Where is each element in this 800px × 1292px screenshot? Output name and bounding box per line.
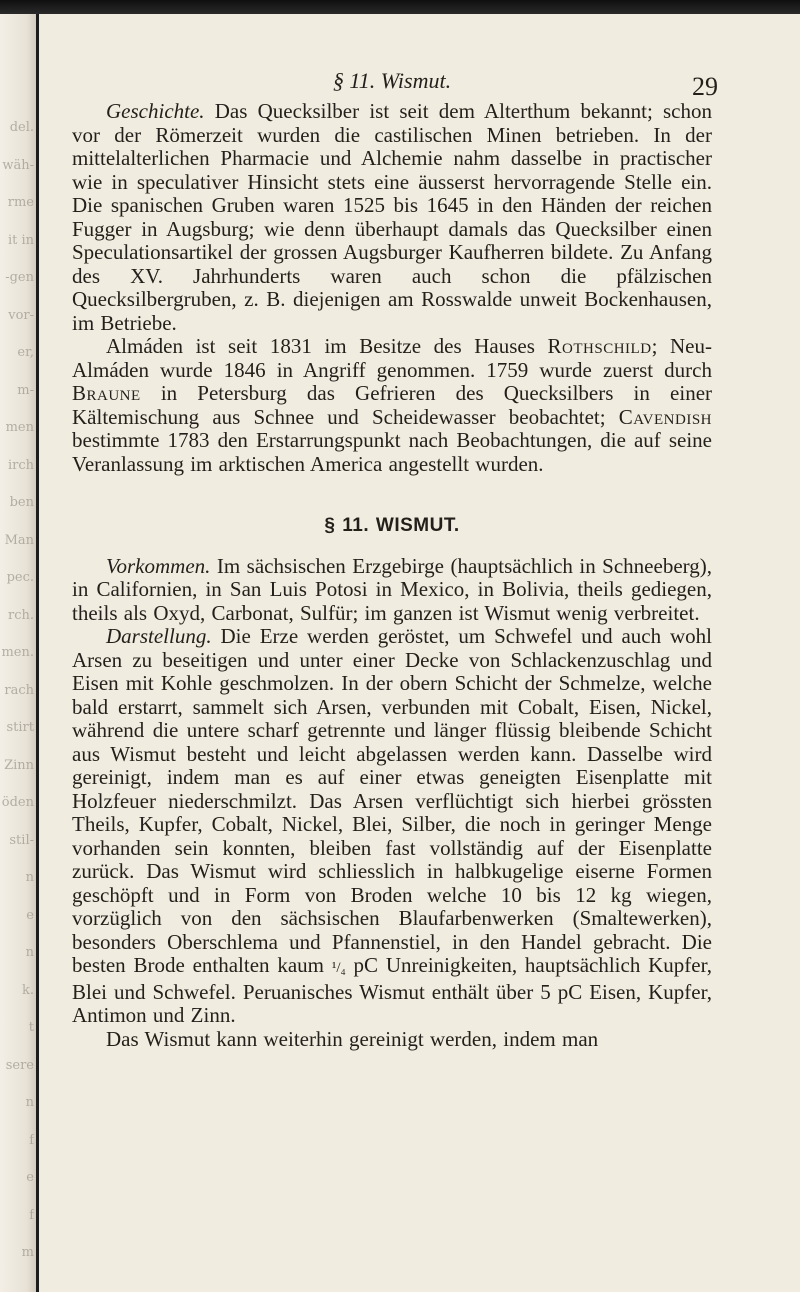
gutter-fragment: wäh- xyxy=(2,157,34,173)
paragraph-vorkommen xyxy=(72,555,712,626)
gutter-fragment: m xyxy=(21,1245,34,1260)
paragraph-text: pC Unreinigkeiten, hauptsächlich Kupfer, Blei und Schwefel. Peruanisches Wismut enthält über 5 pC Eisen, Kupfer, Antimon und Zinn. xyxy=(72,953,713,1027)
gutter-fragment: f xyxy=(29,1207,34,1223)
paragraph-text: Almáden ist seit 1831 im Besitze des Hauses xyxy=(106,334,535,358)
running-head xyxy=(72,60,718,101)
paragraph-lead: Vorkommen. xyxy=(106,553,211,578)
gutter-fragment: men. xyxy=(1,645,34,660)
paragraph-text: Das Wismut kann weiterhin gereinigt werden, indem man xyxy=(106,1026,599,1051)
paragraph-geschichte xyxy=(72,100,712,335)
gutter-fragment: n xyxy=(25,1095,34,1110)
paragraph-text: Die Erze werden geröstet, um Schwefel und auch wohl Arsen zu beseitigen und unter einer Decke von Schlackenzuschlag und Eisen mit Kohle geschmolzen. In der obern Schicht der Schmelze, welche bald erstarrt, sammelt sich Arsen, verbunden mit Cobalt, Eisen, Nickel, während die untere scharf getrennte und länger flüssig bleibende Schicht aus Wismut besteht und leicht abgelassen werden kann. Dasselbe wird gereinigt, indem man es auf einer etwas geneigten Eisenplatte mit Holzfeuer niederschmilzt. Das Arsen verflüchtigt sich hierbei grössten Theils, Kupfer, Cobalt, Nickel, Blei, Silber, die noch in geringer Menge vorhanden sein konnten, bleiben fast vollständig auf der Eisenplatte zurück. Das Wismut wird schliesslich in halbkugelige eiserne Formen geschöpft und in Form von Broden welche 10 bis 12 kg wiegen, vorzüglich von den sächsischen Blaufarbenwerken (Smaltewerken), besonders Oberschlema und Pfannenstiel, in den Handel gebracht. Die besten Brode enthalten kaum xyxy=(72,624,713,977)
gutter-fragment: rach xyxy=(4,682,34,698)
gutter-fragment: stirt xyxy=(6,720,34,735)
gutter-fragment: sere xyxy=(5,1057,34,1073)
person-name: Rothschild xyxy=(547,334,652,358)
gutter-fragment: n xyxy=(25,870,34,885)
page xyxy=(72,60,718,1051)
gutter-fragment: k. xyxy=(21,982,34,998)
gutter-fragment: Zinn xyxy=(4,757,34,773)
paragraph-almaden xyxy=(72,335,712,476)
page-number: 29 xyxy=(692,72,718,101)
gutter-binding-line xyxy=(36,14,39,1292)
gutter-fragment: men xyxy=(5,420,34,435)
gutter-fragment: t xyxy=(28,1020,34,1035)
paragraph-text: in Petersburg das Gefrieren des Quecksilbers in einer Kältemischung aus Schnee und Scheidewasser beobachtet; xyxy=(72,381,713,429)
gutter-fragment: pec. xyxy=(6,570,34,585)
body-text xyxy=(72,100,712,1051)
gutter-fragment: n xyxy=(25,945,34,960)
gutter-fragment: -gen xyxy=(5,270,34,285)
gutter-fragment: ben xyxy=(9,495,34,510)
paragraph-darstellung xyxy=(72,625,712,1028)
fraction: ¹/₄ xyxy=(331,960,346,976)
paragraph-text: Im sächsischen Erzgebirge (hauptsächlich in Schneeberg), in Californien, in San Luis Potosi in Mexico, in Bolivia, theils gediegen, theils als Oxyd, Carbonat, Sulfür; im ganzen ist Wismut wenig verbreitet. xyxy=(72,553,712,625)
paragraph-continuation xyxy=(72,1028,712,1052)
gutter-fragment: m- xyxy=(17,382,34,398)
gutter-fragment: e xyxy=(26,1170,34,1185)
running-title: § 11. Wismut. xyxy=(332,68,452,93)
gutter-fragment: f xyxy=(29,1132,34,1148)
paragraph-text: ; Neu-Almáden wurde 1846 in Angriff genommen. 1759 wurde zuerst durch xyxy=(72,334,712,382)
paragraph-text: bestimmte 1783 den Erstarrungspunkt nach Beobachtungen, die auf seine Veranlassung im arktischen America angestellt wurden. xyxy=(72,428,712,476)
gutter-fragment: stil- xyxy=(9,832,34,848)
gutter-fragment: rme xyxy=(7,195,34,210)
person-name: Cavendish xyxy=(618,404,713,429)
gutter-fragment: er, xyxy=(17,345,34,360)
gutter-fragment: vor- xyxy=(8,307,34,323)
gutter-fragment: öden xyxy=(1,795,34,810)
person-name: Braune xyxy=(72,381,141,405)
gutter-fragment: e xyxy=(26,907,34,923)
gutter-fragment: rch. xyxy=(8,607,34,623)
paragraph-lead: Darstellung. xyxy=(106,624,212,648)
gutter-fragment: Man xyxy=(4,532,34,548)
gutter-fragment: irch xyxy=(7,457,34,473)
gutter-fragment: it in xyxy=(7,232,34,248)
paragraph-text: Das Quecksilber ist seit dem Alterthum bekannt; schon vor der Römerzeit wurden die castilischen Minen betrieben. In der mittelalterlichen Pharmacie und Alchemie nahm dasselbe in practischer wie in speculativer Hinsicht stets eine äusserst hervorragende Stelle ein. Die spanischen Gruben waren 1525 bis 1645 in den Händen der reichen Fugger in Augsburg; wie denn überhaupt damals das Quecksilber einen Speculationsartikel der grossen Augsburger Kaufherren bildete. Zu Anfang des XV. Jahrhunderts waren auch schon die pfälzischen Quecksilbergruben, z. B. diejenigen am Rosswalde unweit Bockenhausen, im Betriebe. xyxy=(72,99,712,335)
paragraph-lead: Geschichte. xyxy=(106,99,205,123)
gutter-fragment: del. xyxy=(9,120,34,135)
section-heading: § 11. WISMUT. xyxy=(324,515,460,536)
scan-top-border xyxy=(0,0,800,14)
